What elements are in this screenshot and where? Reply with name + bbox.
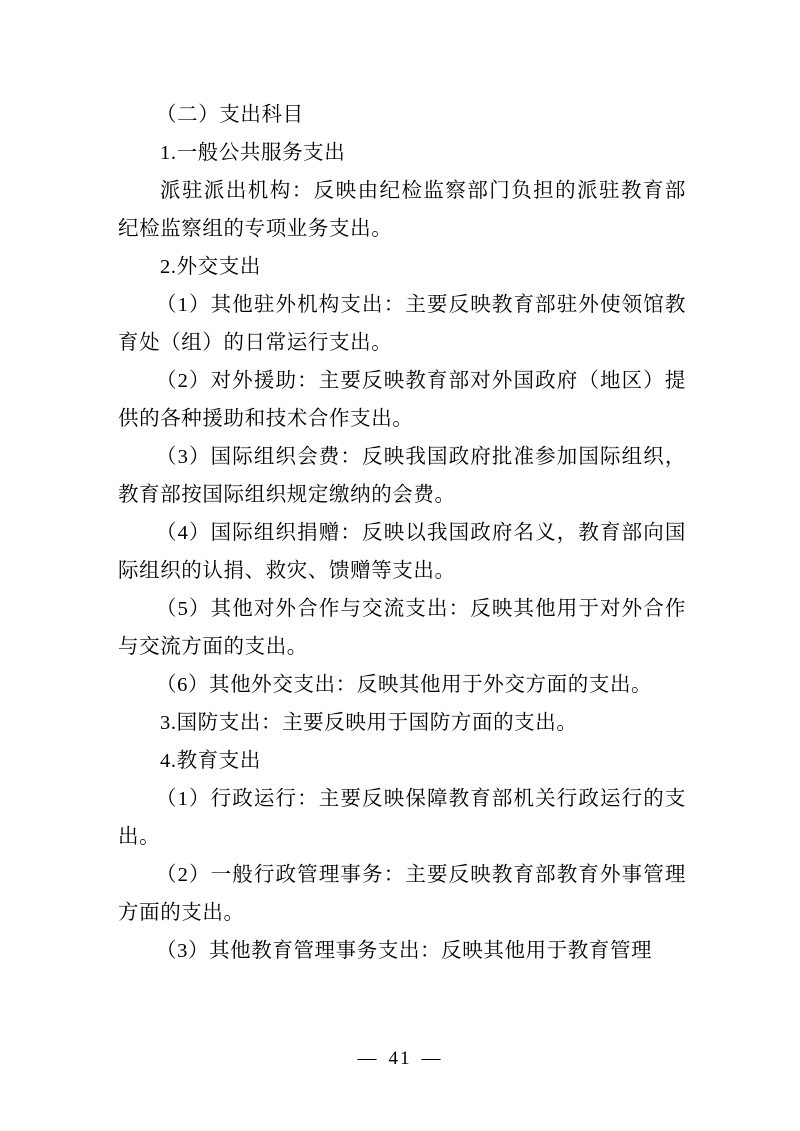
paragraph-item-4-2: （2）一般行政管理事务：主要反映教育部教育外事管理方面的支出。 [118,864,686,924]
paragraph-item-2-5: （5）其他对外合作与交流支出：反映其他用于对外合作与交流方面的支出。 [118,598,686,658]
page-number: 41 [388,1048,412,1069]
paragraph-item-2: 2.外交支出 [160,256,261,278]
page-footer [0,1048,800,1070]
paragraph-item-2-4: （4）国际组织捐赠：反映以我国政府名义，教育部向国际组织的认捐、救灾、馈赠等支出。 [118,522,686,582]
paragraph-item-2-3: （3）国际组织会费：反映我国政府批准参加国际组织，教育部按国际组织规定缴纳的会费。 [118,446,686,506]
paragraph-item-4-1: （1）行政运行：主要反映保障教育部机关行政运行的支出。 [118,788,686,848]
paragraph-item-4-3: （3）其他教育管理事务支出：反映其他用于教育管理 [156,940,653,962]
page-body [118,96,686,970]
paragraph-section-heading: （二）支出科目 [156,104,304,126]
paragraph-item-2-6: （6）其他外交支出：反映其他用于外交方面的支出。 [156,674,653,696]
paragraph-item-4: 4.教育支出 [160,750,261,772]
paragraph-item-1-detail: 派驻派出机构：反映由纪检监察部门负担的派驻教育部纪检监察组的专项业务支出。 [118,180,686,240]
paragraph-item-3: 3.国防支出：主要反映用于国防方面的支出。 [160,712,578,734]
footer-dash-left: — [357,1048,379,1069]
paragraph-item-1: 1.一般公共服务支出 [160,142,346,164]
footer-dash-right: — [421,1048,443,1069]
paragraph-item-2-1: （1）其他驻外机构支出：主要反映教育部驻外使领馆教育处（组）的日常运行支出。 [118,294,686,354]
paragraph-item-2-2: （2）对外援助：主要反映教育部对外国政府（地区）提供的各种援助和技术合作支出。 [118,370,686,430]
